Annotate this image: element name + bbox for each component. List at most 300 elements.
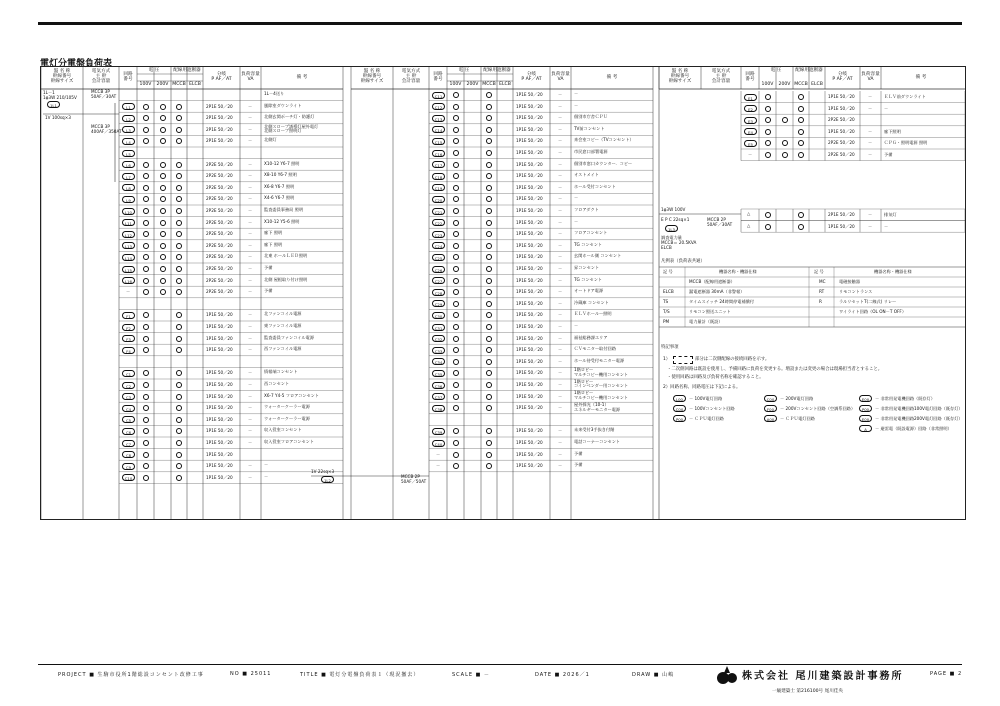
panel3-header-200v: 200V bbox=[778, 82, 791, 87]
breaker-mark bbox=[176, 394, 182, 400]
panel1-row-branch: 2P1E 50／20 bbox=[206, 126, 233, 132]
panel1-row-branch: 2P2E 50／20 bbox=[206, 184, 233, 190]
panel2-row-circuit: C20 bbox=[432, 196, 445, 203]
panel1-row-remark: ウォータークーラー電源 bbox=[264, 404, 310, 410]
panel1-row-branch: 1P1E 50／20 bbox=[206, 474, 233, 480]
panel1-row-load: － bbox=[248, 393, 253, 399]
panel2-header-elcb: ELCB bbox=[499, 82, 511, 87]
panel2-row-remark: － bbox=[574, 323, 579, 328]
panel1-row-branch: 1P1E 50／20 bbox=[206, 324, 233, 329]
breaker-mark bbox=[176, 417, 182, 423]
panel2-row-load: － bbox=[558, 370, 563, 376]
panel2-row-circuit: C35 bbox=[432, 370, 445, 377]
panel3-header-branch: 分岐 P AF／AT bbox=[832, 72, 853, 83]
panel1-row-remark: 収入役室コンセント bbox=[264, 427, 302, 433]
panel1-header-remarks: 備 考 bbox=[296, 75, 308, 80]
panel3-row-load: － bbox=[868, 140, 873, 146]
panel2-row-load: － bbox=[558, 173, 563, 179]
panel1-row-circuit: － bbox=[126, 289, 131, 295]
panel2-row-branch: 1P1E 50／20 bbox=[516, 150, 543, 155]
panel1-row-remark: 西コンセント bbox=[264, 381, 290, 386]
panel2-row-branch: 1P1E 50／20 bbox=[516, 184, 543, 190]
panel2-row-branch: 1P1E 50／20 bbox=[516, 300, 543, 306]
panel2-row-remark: フロアコンセント bbox=[574, 230, 608, 236]
panel2-row-circuit: － bbox=[436, 463, 441, 469]
panel2-row-remark: 市民窓口部署電源 bbox=[574, 149, 608, 154]
legend-title: 凡例表（負荷表共通） bbox=[661, 259, 705, 264]
panel1-row-load: － bbox=[248, 428, 253, 434]
panel1-row-remark: 北側灯 bbox=[264, 137, 277, 143]
panel2-row-load: － bbox=[558, 405, 563, 411]
panel1-main-mccb: MCCB 3P 50AF／30AT bbox=[91, 89, 117, 99]
panel1-row-remark: 収入役室フロアコンセント bbox=[264, 439, 315, 444]
panel1-row-load: － bbox=[248, 184, 253, 190]
breaker-mark bbox=[143, 382, 149, 388]
panel2-row-branch: 1P1E 50／20 bbox=[516, 208, 543, 213]
panel3-header-voltage: 電 圧 bbox=[770, 68, 782, 73]
breaker-mark bbox=[176, 243, 182, 249]
panel2-row-branch: 1P1E 50／20 bbox=[516, 324, 543, 329]
breaker-mark bbox=[765, 129, 771, 135]
panel2-row-load: － bbox=[558, 440, 563, 445]
panel3-row-branch: 1P1E 50／20 bbox=[828, 128, 855, 134]
panel1-row-branch: 2P1E 50／20 bbox=[206, 103, 233, 109]
breaker-mark bbox=[486, 220, 492, 226]
panel1-row-remark: X8-10 Y6-7 照明 bbox=[264, 172, 297, 178]
panel2-row-branch: 1P1E 50／20 bbox=[516, 103, 543, 109]
panel3-header-mccb: MCCB bbox=[794, 82, 808, 87]
panel1-row-branch: 2P2E 50／20 bbox=[206, 219, 233, 225]
panel2-row-circuit: C15 bbox=[432, 138, 445, 145]
load-table-sheet bbox=[40, 66, 966, 520]
panel2-row-circuit: C26 bbox=[432, 266, 445, 273]
panel2-header-board: 盤 名 称 幹線番号 幹線サイズ bbox=[360, 69, 384, 85]
panel3-row-load: － bbox=[868, 128, 873, 134]
panel3-calc: 調査電力量 MCCB＝ 20.5KVA ELCB bbox=[661, 235, 697, 250]
breaker-mark bbox=[765, 224, 771, 230]
breaker-mark bbox=[486, 301, 492, 307]
breaker-mark bbox=[453, 324, 459, 330]
panel1-row-remark: X6-8 Y6-7 照明 bbox=[264, 183, 295, 189]
panel2-row-load: － bbox=[558, 451, 563, 457]
panel1-row-remark: 東ファンコイル電源 bbox=[264, 323, 302, 328]
panel1-row-branch: 2P2E 50／20 bbox=[206, 173, 233, 179]
legend-name2: 電磁接触器 bbox=[839, 279, 860, 284]
spec-key-c-desc: － 避雷電（既設電源）回路（非常照明） bbox=[875, 426, 952, 431]
panel2-row-load: － bbox=[558, 358, 563, 364]
breaker-mark bbox=[143, 104, 149, 110]
specs-line2: ・二次側回路は既設を使用し、予備回路に負荷を変更する。増設または変更の場合は現場担当者とすること。 bbox=[667, 367, 883, 372]
panel1-header-mccb: MCCB bbox=[172, 82, 186, 87]
panel1-row-load: － bbox=[248, 138, 253, 144]
specs-title: 特記事項 bbox=[661, 345, 679, 350]
panel2-row-load: － bbox=[558, 126, 563, 132]
panel1-row-remark: 北側 屋根取り付け照明 bbox=[264, 276, 308, 282]
panel1-row-circuit: C8 bbox=[122, 451, 135, 458]
panel2-row-remark: 予備 bbox=[574, 462, 583, 468]
panel2-row-circuit: C23 bbox=[432, 231, 445, 238]
panel2-row-branch: 1P1E 50／20 bbox=[516, 242, 543, 248]
panel3-row-circuit: E3 bbox=[744, 117, 757, 124]
breaker-mark bbox=[798, 212, 804, 218]
panel2-row-circuit: C40 bbox=[432, 440, 445, 447]
panel3-sub-remark: 排気灯 bbox=[884, 212, 897, 217]
panel2-row-load: － bbox=[558, 103, 563, 109]
panel1-row-branch: 1P1E 50／20 bbox=[206, 428, 233, 434]
panel1-row-load: － bbox=[248, 463, 253, 469]
legend-name: 漏電遮断器 30mA（非警報） bbox=[689, 289, 745, 294]
panel1-row-circuit: C4 bbox=[122, 405, 135, 412]
breaker-mark bbox=[143, 440, 149, 446]
spec-key-b: C00 bbox=[764, 395, 777, 402]
spec-key-a: L00 bbox=[673, 395, 686, 402]
panel2-row-load: － bbox=[558, 115, 563, 121]
legend-name2: ラルリセットT(二線式) リレー bbox=[839, 299, 897, 304]
panel2-row-load: － bbox=[558, 393, 563, 399]
breaker-mark bbox=[798, 129, 804, 135]
breaker-mark bbox=[176, 452, 182, 458]
breaker-mark bbox=[143, 220, 149, 226]
breaker-mark bbox=[486, 324, 492, 330]
panel3-header-100v: 100V bbox=[761, 82, 774, 87]
panel3-header-load: 負荷容量 VA bbox=[861, 72, 880, 83]
panel3-row-remark: ＥＬＶ前ダウンライト bbox=[884, 94, 926, 99]
panel3-header-elcb: ELCB bbox=[811, 82, 823, 87]
panel2-row-branch: 1P1E 50／20 bbox=[516, 231, 543, 237]
breaker-mark bbox=[143, 162, 149, 168]
panel2-row-circuit: C19 bbox=[432, 184, 445, 191]
panel2-row-remark: 冷蔵庫 コンセント bbox=[574, 299, 609, 305]
panel1-row-circuit: L4 bbox=[122, 138, 135, 145]
panel2-row-circuit: C30 bbox=[432, 312, 445, 319]
breaker-mark bbox=[486, 243, 492, 249]
panel3-row-load: － bbox=[868, 152, 873, 157]
panel1-row-branch: 2P2E 50／20 bbox=[206, 266, 233, 271]
panel2-row-branch: 1P1E 50／20 bbox=[516, 451, 543, 457]
panel1-row-circuit: L8 bbox=[122, 184, 135, 191]
panel1-row-branch: 2P2E 50／20 bbox=[206, 254, 233, 260]
panel3-row-remark: ＣＰＧ・照明電源 照明 bbox=[884, 140, 928, 146]
breaker-mark bbox=[486, 127, 492, 133]
panel1-row-branch: 1P1E 50／20 bbox=[206, 416, 233, 422]
panel1-row-branch: 1P1E 50／20 bbox=[206, 382, 233, 387]
scale-label: SCALE ■ － bbox=[452, 672, 490, 678]
panel1-row-circuit: L10 bbox=[122, 208, 135, 215]
panel2-row-branch: 1P1E 50／20 bbox=[516, 266, 543, 271]
panel1-row-remark: X10-12 Y6-7 照明 bbox=[264, 160, 300, 166]
panel1-row-remark: 北東 ホールＬＥＤ照明 bbox=[264, 253, 308, 259]
panel3-header-method: 電気方式 主 幹 会計容量 bbox=[711, 69, 731, 85]
panel1-row-remark: 1L－4送り bbox=[264, 91, 285, 96]
panel1-row-branch: 1P1E 50／20 bbox=[206, 370, 233, 376]
legend-name: タイムスイッチ 24時間停電補償付 bbox=[689, 299, 755, 304]
panel2-header-breaker: 配線用遮断器 bbox=[483, 68, 511, 73]
breaker-mark bbox=[176, 162, 182, 168]
spec-key-c: E00 bbox=[859, 395, 872, 402]
breaker-mark bbox=[453, 440, 459, 446]
panel1-row-circuit: C9 bbox=[122, 463, 135, 470]
legend-symbol2: RT bbox=[819, 289, 825, 294]
panel1-row-load: － bbox=[248, 208, 253, 213]
specs-line1b: 部分は二次側配線の接続回路を示す。 bbox=[695, 357, 770, 362]
panel2-row-circuit: C22 bbox=[432, 219, 445, 226]
spec-key-a: C00 bbox=[673, 405, 686, 412]
panel2-row-remark: オートドア電源 bbox=[574, 288, 604, 294]
legend-symbol: TS bbox=[663, 299, 669, 304]
breaker-mark bbox=[176, 382, 182, 388]
breaker-mark bbox=[176, 185, 182, 191]
legend-symbol: PM bbox=[663, 319, 670, 324]
panel1-row-load: － bbox=[248, 347, 253, 353]
panel2-row-load: － bbox=[558, 428, 563, 434]
panel2-row-load: － bbox=[558, 300, 563, 306]
spec-key-b-desc: － ＣＰＵ電灯回路 bbox=[780, 416, 815, 421]
panel3-row-circuit: － bbox=[748, 152, 753, 157]
breaker-mark bbox=[176, 475, 182, 481]
panel1-row-branch: 1P1E 50／20 bbox=[206, 440, 233, 445]
panel2-row-remark: 1階ロビー マルチコピー機用コンセント bbox=[574, 390, 629, 400]
firm-license: 一級建築士 第216100号 尾川佳央 bbox=[772, 689, 843, 694]
firm-logo bbox=[716, 664, 738, 686]
panel2-row-remark: 来会室コピー（TVコンセント） bbox=[574, 137, 634, 143]
panel2-row-remark: ホール受付コンセント bbox=[574, 183, 616, 189]
panel1-header-branch: 分岐 P AF／AT bbox=[211, 72, 232, 83]
panel2-row-load: － bbox=[558, 150, 563, 155]
breaker-mark bbox=[143, 127, 149, 133]
panel2-row-remark: TV前コンセント bbox=[574, 125, 605, 131]
panel2-row-branch: 1P1E 50／20 bbox=[516, 126, 543, 132]
panel3-row-branch: 1P1E 50／20 bbox=[828, 94, 855, 99]
panel1-row-load: － bbox=[248, 219, 253, 225]
panel1-row-remark: X10-12 Y5-6 照明 bbox=[264, 218, 300, 224]
specs-line4: 2）回路名称、同路電圧は下記による。 bbox=[663, 385, 741, 390]
panel2-row-circuit: C14 bbox=[432, 126, 445, 133]
panel1-row-remark: － bbox=[264, 473, 269, 479]
spec-key-a: P00 bbox=[673, 415, 686, 422]
firm-name: 株式会社 尾川建築設計事務所 bbox=[742, 671, 904, 682]
panel2-row-circuit: C25 bbox=[432, 254, 445, 261]
panel1-row-circuit: C2 bbox=[122, 382, 135, 389]
panel1-row-load: － bbox=[248, 277, 253, 283]
panel1-row-branch: 2P2E 50／20 bbox=[206, 277, 233, 283]
panel2-row-circuit: C11 bbox=[432, 92, 445, 99]
panel1-row-load: － bbox=[248, 196, 253, 202]
panel3-row-branch: 2P2E 50／20 bbox=[828, 140, 855, 146]
breaker-mark bbox=[486, 185, 492, 191]
breaker-mark bbox=[143, 394, 149, 400]
panel2-row-load: － bbox=[558, 138, 563, 144]
panel1-row-branch: 2P1E 50／20 bbox=[206, 138, 233, 144]
panel1-row-circuit: C10 bbox=[122, 474, 135, 481]
panel3-row-circuit: E5 bbox=[744, 140, 757, 147]
panel1-header-circuit: 回路 番号 bbox=[123, 72, 133, 83]
panel2-row-remark: 未来受付3手抜き付階 bbox=[574, 427, 615, 433]
panel2-header-circuit: 回路 番号 bbox=[433, 72, 443, 83]
panel3-row-circuit: E2 bbox=[744, 105, 757, 112]
panel1-row-branch: 2P2E 50／20 bbox=[206, 161, 233, 167]
panel2-row-load: － bbox=[558, 266, 563, 271]
panel2-row-branch: 1P1E 50／20 bbox=[516, 347, 543, 353]
panel2-row-remark: 昇コンセント bbox=[574, 265, 600, 270]
panel1-header-elcb: ELCB bbox=[189, 82, 201, 87]
legend-name: リモコン照送ユニット bbox=[689, 309, 731, 314]
panel1-row-remark: 北側玄関ポーチ灯・防護灯 bbox=[264, 114, 315, 120]
breaker-mark bbox=[160, 162, 166, 168]
breaker-mark bbox=[453, 382, 459, 388]
breaker-mark bbox=[143, 266, 149, 272]
panel3-sub-triangle-icon: △ bbox=[747, 211, 751, 216]
panel3-epc: E P C 22sq×1 bbox=[661, 217, 690, 222]
panel2-row-branch: 1P1E 50／20 bbox=[516, 219, 543, 225]
spec-key-a-desc: － 100V電灯回路 bbox=[689, 396, 723, 401]
panel1-row-load: － bbox=[248, 324, 253, 329]
panel1-row-circuit: L9 bbox=[122, 196, 135, 203]
panel1-row-circuit: C3 bbox=[122, 393, 135, 400]
breaker-mark bbox=[143, 208, 149, 214]
panel2-row-circuit: C21 bbox=[432, 208, 445, 215]
breaker-mark bbox=[143, 475, 149, 481]
panel2-header-branch: 分岐 P AF／AT bbox=[521, 72, 542, 83]
breaker-mark bbox=[798, 106, 804, 112]
panel1-row-load: － bbox=[248, 312, 253, 318]
panel2-row-circuit: － bbox=[436, 451, 441, 457]
breaker-mark bbox=[453, 243, 459, 249]
panel2-row-load: － bbox=[558, 161, 563, 167]
panel1-row-load: － bbox=[248, 103, 253, 109]
panel1-header-200v: 200V bbox=[156, 82, 169, 87]
panel1-row-branch: 2P1E 50／20 bbox=[206, 115, 233, 121]
panel1-row-branch: 2P2E 50／20 bbox=[206, 196, 233, 202]
panel2-row-branch: 1P1E 50／20 bbox=[516, 115, 543, 121]
panel3-row-circuit: E1 bbox=[744, 94, 757, 101]
legend-symbol2: MC bbox=[819, 279, 826, 284]
spec-key-b-desc: － 200Vコンセント回路（空調系回路） bbox=[780, 406, 856, 411]
panel3-header-circuit: 回路 番号 bbox=[745, 72, 755, 83]
panel1-row-branch: 2P2E 50／20 bbox=[206, 208, 233, 213]
panel1-row-branch: 1P1E 50／20 bbox=[206, 405, 233, 411]
panel2-row-branch: 1P1E 50／20 bbox=[516, 358, 543, 364]
panel1-row-remark: X4-6 Y6-7 照明 bbox=[264, 195, 295, 201]
legend-symbol2: R bbox=[819, 299, 822, 304]
panel2-header-load: 負荷容量 VA bbox=[551, 72, 570, 83]
panel1-row-branch: 1P1E 50／20 bbox=[206, 451, 233, 457]
panel3-sub-remark: － bbox=[884, 223, 889, 229]
legend-header-symbol: 記 号 bbox=[663, 269, 673, 274]
breaker-mark bbox=[798, 152, 804, 158]
breaker-mark bbox=[453, 127, 459, 133]
drawing-title: TITLE ■ 電灯分電盤負荷表１（現況撤去） bbox=[300, 672, 420, 678]
panel2-row-remark: 電話コーナーコンセント bbox=[574, 439, 621, 444]
panel2-row-branch: 1P1E 50／20 bbox=[516, 277, 543, 283]
panel1-row-remark: 風除室ダウンライト bbox=[264, 102, 302, 108]
specs-line1: 1） bbox=[663, 357, 671, 362]
spec-key-c-desc: － 非常用発電機回路100V電灯回路（既存灯） bbox=[875, 406, 963, 411]
breaker-mark bbox=[143, 336, 149, 342]
breaker-mark bbox=[782, 152, 788, 158]
panel1-row-circuit: L14 bbox=[122, 254, 135, 261]
breaker-mark bbox=[453, 359, 459, 365]
panel2-row-load: － bbox=[558, 289, 563, 295]
breaker-mark bbox=[160, 185, 166, 191]
spec-key-c-desc: － 非常用発電機回路200V電灯回路（既存灯） bbox=[875, 416, 963, 421]
panel1-row-load: － bbox=[248, 254, 253, 260]
panel1-row-load: － bbox=[248, 231, 253, 237]
panel1-row-circuit: L15 bbox=[122, 266, 135, 273]
panel2-cable: 1V 22sq×3 bbox=[311, 469, 335, 474]
spec-key-c: A bbox=[859, 425, 872, 432]
panel2-row-load: － bbox=[558, 254, 563, 260]
breaker-mark bbox=[486, 208, 492, 214]
breaker-mark bbox=[453, 104, 459, 110]
panel3-row-branch: 2P2E 50／20 bbox=[828, 152, 855, 157]
spec-key-c: E00 bbox=[859, 415, 872, 422]
panel2-row-circuit: C32 bbox=[432, 335, 445, 342]
panel2-row-load: － bbox=[558, 242, 563, 248]
breaker-mark bbox=[486, 150, 492, 156]
breaker-mark bbox=[486, 278, 492, 284]
legend-name2: リモコントランス bbox=[839, 289, 873, 294]
breaker-mark bbox=[486, 394, 492, 400]
panel3-sub-load: － bbox=[868, 212, 873, 217]
panel2-row-branch: 1P1E 50／20 bbox=[516, 161, 543, 167]
legend-name: 電力量計（既設） bbox=[689, 319, 723, 324]
panel1-row-circuit: F2 bbox=[122, 324, 135, 331]
panel2-row-remark: － bbox=[574, 195, 579, 201]
panel2-row-remark: 屋外採光（10-1） エネルギーモニター電源 bbox=[574, 402, 621, 412]
panel3-tag: 1L3 bbox=[665, 225, 678, 232]
legend-header-name2: 機器名称・機器仕様 bbox=[874, 269, 912, 274]
panel2-row-circuit: C34 bbox=[432, 358, 445, 365]
panel2-tag: 1L2 bbox=[321, 476, 334, 483]
panel3-sub-triangle-icon: △ bbox=[747, 222, 751, 228]
panel1-row-circuit: L6 bbox=[122, 161, 135, 168]
panel1-row-load: － bbox=[248, 474, 253, 480]
panel2-row-branch: 1P1E 50／20 bbox=[516, 440, 543, 445]
legend-symbol: ELCB bbox=[663, 289, 674, 294]
panel2-row-load: － bbox=[558, 231, 563, 237]
panel1-row-branch: 1P1E 50／20 bbox=[206, 393, 233, 399]
panel1-row-load: － bbox=[248, 126, 253, 132]
panel2-row-branch: 1P1E 50／20 bbox=[516, 463, 543, 469]
breaker-mark bbox=[160, 208, 166, 214]
panel2-row-load: － bbox=[558, 382, 563, 387]
panel2-row-circuit: C27 bbox=[432, 277, 445, 284]
panel3-row-branch: 2P2E 50／20 bbox=[828, 117, 855, 123]
panel1-row-remark: 北側スロープ誘導灯屋外電灯 北側スロープ照明灯 bbox=[264, 123, 319, 134]
panel1-row-remark: 予備 bbox=[264, 288, 273, 294]
panel2-header-100v: 100V bbox=[449, 82, 462, 87]
panel2-row-circuit: C18 bbox=[432, 173, 445, 180]
breaker-mark bbox=[143, 278, 149, 284]
panel1-row-load: － bbox=[248, 161, 253, 167]
panel1-row-remark: 西ファンコイル電源 bbox=[264, 346, 302, 352]
panel2-row-circuit: C17 bbox=[432, 161, 445, 168]
panel1-row-circuit: C5 bbox=[122, 416, 135, 423]
panel2-row-branch: 1P1E 50／20 bbox=[516, 173, 543, 179]
panel1-row-circuit: L7 bbox=[122, 173, 135, 180]
panel2-row-branch: 1P1E 50／20 bbox=[516, 92, 543, 97]
panel1-row-load: － bbox=[248, 440, 253, 445]
legend-name: MCCB（配線用遮断器） bbox=[689, 279, 735, 284]
panel1-row-remark: 廊下 照明 bbox=[264, 230, 283, 236]
breaker-mark bbox=[176, 440, 182, 446]
panel2-row-remark: － bbox=[574, 218, 579, 224]
panel1-header-board: 盤 名 称 幹線番号 幹線サイズ bbox=[50, 69, 74, 85]
breaker-mark bbox=[765, 94, 771, 100]
panel2-row-remark: オストメイト bbox=[574, 172, 599, 178]
breaker-mark bbox=[176, 266, 182, 272]
breaker-mark bbox=[160, 220, 166, 226]
